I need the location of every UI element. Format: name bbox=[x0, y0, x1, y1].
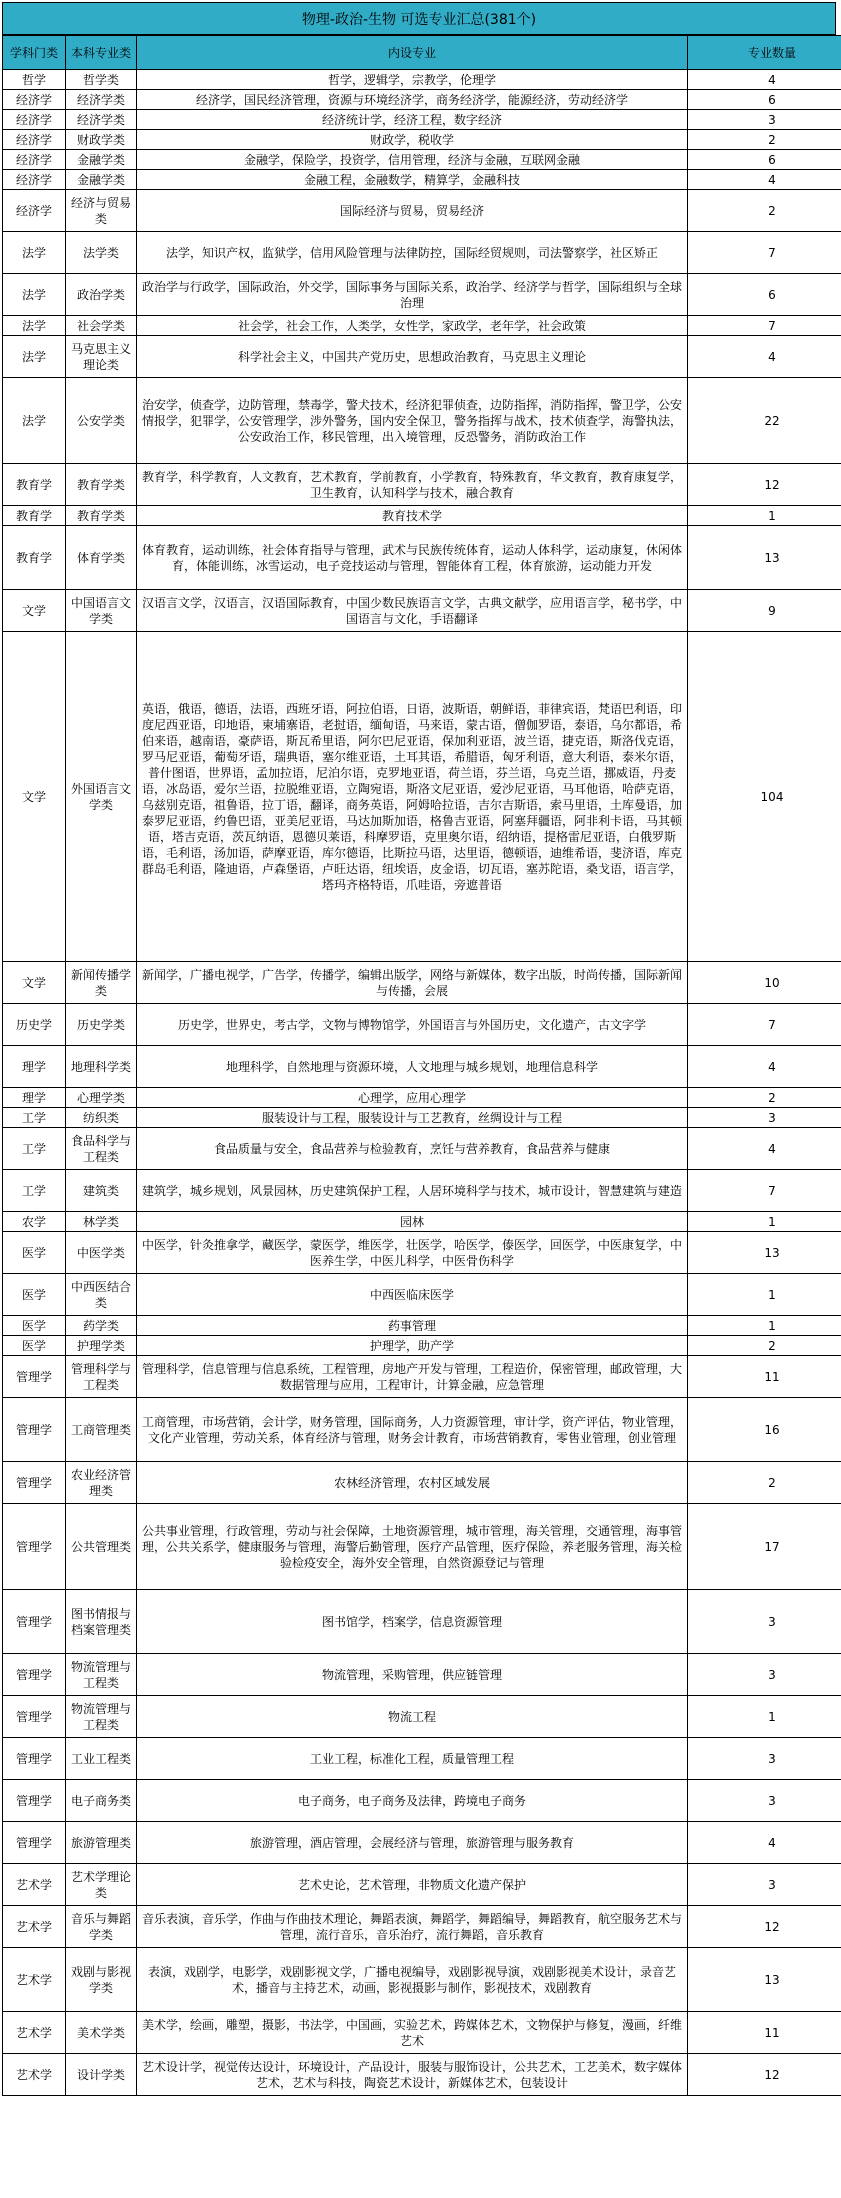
count-cell: 11 bbox=[688, 1356, 841, 1398]
category-cell: 管理学 bbox=[3, 1738, 66, 1780]
header-majors: 内设专业 bbox=[137, 36, 688, 70]
count-cell: 4 bbox=[688, 1128, 841, 1170]
class-cell: 中西医结合类 bbox=[66, 1274, 137, 1316]
majors-cell: 体育教育，运动训练，社会体育指导与管理，武术与民族传统体育，运动人体科学，运动康复，休闲体育，体能训练，冰雪运动，电子竞技运动与管理，智能体育工程，体育旅游，运动能力开发 bbox=[137, 526, 688, 590]
majors-cell: 表演，戏剧学，电影学，戏剧影视文学，广播电视编导，戏剧影视导演，戏剧影视美术设计，录音艺术，播音与主持艺术，动画，影视摄影与制作，影视技术，戏剧教育 bbox=[137, 1948, 688, 2012]
majors-cell: 中医学，针灸推拿学，藏医学，蒙医学，维医学，壮医学，哈医学，傣医学，回医学，中医康复学，中医养生学，中医儿科学，中医骨伤科学 bbox=[137, 1232, 688, 1274]
table-row bbox=[3, 1316, 841, 1336]
table-row bbox=[3, 590, 841, 632]
category-cell: 工学 bbox=[3, 1170, 66, 1212]
count-cell: 3 bbox=[688, 110, 841, 130]
majors-cell: 金融学，保险学，投资学，信用管理，经济与金融，互联网金融 bbox=[137, 150, 688, 170]
class-cell: 农业经济管理类 bbox=[66, 1462, 137, 1504]
class-cell: 哲学类 bbox=[66, 70, 137, 90]
table-row bbox=[3, 1212, 841, 1232]
majors-cell: 法学，知识产权，监狱学，信用风险管理与法律防控，国际经贸规则，司法警察学，社区矫正 bbox=[137, 232, 688, 274]
majors-cell: 英语，俄语，德语，法语，西班牙语，阿拉伯语，日语，波斯语，朝鲜语，菲律宾语，梵语巴利语，印度尼西亚语，印地语，柬埔寨语，老挝语，缅甸语，马来语，蒙古语，僧伽罗语，泰语，乌尔都语，希伯来语，越南语，豪萨语，斯瓦希里语，阿尔巴尼亚语，保加利亚语，波兰语，捷克语，斯洛伐克语，罗马尼亚语，葡萄牙语，瑞典语，塞尔维亚语，土耳其语，希腊语，匈牙利语，意大利语，泰米尔语，普什图语，世界语，孟加拉语，尼泊尔语，克罗地亚语，荷兰语，芬兰语，乌克兰语，挪威语，丹麦语，冰岛语，爱尔兰语，拉脱维亚语，立陶宛语，斯洛文尼亚语，爱沙尼亚语，马耳他语，哈萨克语，乌兹别克语，祖鲁语，拉丁语，翻译，商务英语，阿姆哈拉语，吉尔吉斯语，索马里语，土库曼语，加泰罗尼亚语，约鲁巴语，亚美尼亚语，马达加斯加语，格鲁吉亚语，阿塞拜疆语，阿非利卡语，马其顿语，塔吉克语，茨瓦纳语，恩德贝莱语，科摩罗语，克里奥尔语，绍纳语，提格雷尼亚语，白俄罗斯语，毛利语，汤加语，萨摩亚语，库尔德语，比斯拉马语，达里语，德顿语，迪维希语，斐济语，库克群岛毛利语，隆迪语，卢森堡语，卢旺达语，纽埃语，皮金语，切瓦语，塞苏陀语，桑戈语，语言学，塔玛齐格特语，爪哇语，旁遮普语 bbox=[137, 632, 688, 962]
class-cell: 物流管理与工程类 bbox=[66, 1696, 137, 1738]
category-cell: 管理学 bbox=[3, 1590, 66, 1654]
majors-cell: 地理科学，自然地理与资源环境，人文地理与城乡规划，地理信息科学 bbox=[137, 1046, 688, 1088]
count-cell: 1 bbox=[688, 1212, 841, 1232]
majors-cell: 管理科学，信息管理与信息系统，工程管理，房地产开发与管理，工程造价，保密管理，邮政管理，大数据管理与应用，工程审计，计算金融，应急管理 bbox=[137, 1356, 688, 1398]
class-cell: 经济与贸易类 bbox=[66, 190, 137, 232]
class-cell: 工商管理类 bbox=[66, 1398, 137, 1462]
majors-cell: 艺术史论，艺术管理，非物质文化遗产保护 bbox=[137, 1864, 688, 1906]
header-class: 本科专业类 bbox=[66, 36, 137, 70]
count-cell: 1 bbox=[688, 506, 841, 526]
category-cell: 教育学 bbox=[3, 526, 66, 590]
count-cell: 12 bbox=[688, 1906, 841, 1948]
table-row bbox=[3, 1274, 841, 1316]
category-cell: 管理学 bbox=[3, 1780, 66, 1822]
category-cell: 法学 bbox=[3, 336, 66, 378]
category-cell: 管理学 bbox=[3, 1398, 66, 1462]
class-cell: 经济学类 bbox=[66, 90, 137, 110]
majors-cell: 图书馆学，档案学，信息资源管理 bbox=[137, 1590, 688, 1654]
table-row bbox=[3, 1128, 841, 1170]
count-cell: 12 bbox=[688, 464, 841, 506]
table-row bbox=[3, 464, 841, 506]
category-cell: 医学 bbox=[3, 1274, 66, 1316]
majors-cell: 中西医临床医学 bbox=[137, 1274, 688, 1316]
count-cell: 11 bbox=[688, 2012, 841, 2054]
count-cell: 13 bbox=[688, 1948, 841, 2012]
majors-cell: 社会学，社会工作，人类学，女性学，家政学，老年学，社会政策 bbox=[137, 316, 688, 336]
majors-cell: 财政学，税收学 bbox=[137, 130, 688, 150]
category-cell: 医学 bbox=[3, 1232, 66, 1274]
count-cell: 6 bbox=[688, 150, 841, 170]
majors-cell: 历史学，世界史，考古学，文物与博物馆学，外国语言与外国历史，文化遗产，古文字学 bbox=[137, 1004, 688, 1046]
count-cell: 13 bbox=[688, 526, 841, 590]
class-cell: 中医学类 bbox=[66, 1232, 137, 1274]
count-cell: 1 bbox=[688, 1316, 841, 1336]
majors-cell: 科学社会主义，中国共产党历史，思想政治教育，马克思主义理论 bbox=[137, 336, 688, 378]
category-cell: 教育学 bbox=[3, 506, 66, 526]
class-cell: 教育学类 bbox=[66, 464, 137, 506]
count-cell: 10 bbox=[688, 962, 841, 1004]
table-row bbox=[3, 962, 841, 1004]
class-cell: 公安学类 bbox=[66, 378, 137, 464]
class-cell: 外国语言文学类 bbox=[66, 632, 137, 962]
majors-cell: 美术学，绘画，雕塑，摄影，书法学，中国画，实验艺术，跨媒体艺术，文物保护与修复，漫画，纤维艺术 bbox=[137, 2012, 688, 2054]
spreadsheet bbox=[2, 2, 838, 2196]
majors-cell: 哲学，逻辑学，宗教学，伦理学 bbox=[137, 70, 688, 90]
table-row bbox=[3, 2012, 841, 2054]
category-cell: 法学 bbox=[3, 378, 66, 464]
count-cell: 4 bbox=[688, 1822, 841, 1864]
majors-cell: 电子商务，电子商务及法律，跨境电子商务 bbox=[137, 1780, 688, 1822]
count-cell: 4 bbox=[688, 336, 841, 378]
class-cell: 财政学类 bbox=[66, 130, 137, 150]
count-cell: 3 bbox=[688, 1780, 841, 1822]
class-cell: 药学类 bbox=[66, 1316, 137, 1336]
category-cell: 艺术学 bbox=[3, 1948, 66, 2012]
table-row bbox=[3, 336, 841, 378]
table-row bbox=[3, 1356, 841, 1398]
count-cell: 22 bbox=[688, 378, 841, 464]
majors-cell: 教育技术学 bbox=[137, 506, 688, 526]
table-row bbox=[3, 1398, 841, 1462]
table-row bbox=[3, 1654, 841, 1696]
count-cell: 104 bbox=[688, 632, 841, 962]
class-cell: 设计学类 bbox=[66, 2054, 137, 2096]
table-row bbox=[3, 1864, 841, 1906]
table-row bbox=[3, 1948, 841, 2012]
class-cell: 金融学类 bbox=[66, 170, 137, 190]
category-cell: 文学 bbox=[3, 590, 66, 632]
category-cell: 教育学 bbox=[3, 464, 66, 506]
majors-cell: 汉语言文学，汉语言，汉语国际教育，中国少数民族语言文学，古典文献学，应用语言学，秘书学，中国语言与文化，手语翻译 bbox=[137, 590, 688, 632]
header-category: 学科门类 bbox=[3, 36, 66, 70]
count-cell: 2 bbox=[688, 190, 841, 232]
class-cell: 食品科学与工程类 bbox=[66, 1128, 137, 1170]
table-row bbox=[3, 90, 841, 110]
category-cell: 艺术学 bbox=[3, 2054, 66, 2096]
table-row bbox=[3, 2054, 841, 2096]
category-cell: 法学 bbox=[3, 274, 66, 316]
class-cell: 中国语言文学类 bbox=[66, 590, 137, 632]
table-row bbox=[3, 316, 841, 336]
majors-cell: 旅游管理，酒店管理，会展经济与管理，旅游管理与服务教育 bbox=[137, 1822, 688, 1864]
majors-cell: 国际经济与贸易，贸易经济 bbox=[137, 190, 688, 232]
majors-cell: 教育学，科学教育，人文教育，艺术教育，学前教育，小学教育，特殊教育，华文教育，教育康复学，卫生教育，认知科学与技术，融合教育 bbox=[137, 464, 688, 506]
majors-cell: 工业工程，标准化工程，质量管理工程 bbox=[137, 1738, 688, 1780]
class-cell: 公共管理类 bbox=[66, 1504, 137, 1590]
majors-cell: 建筑学，城乡规划，风景园林，历史建筑保护工程，人居环境科学与技术，城市设计，智慧建筑与建造 bbox=[137, 1170, 688, 1212]
majors-cell: 食品质量与安全，食品营养与检验教育，烹饪与营养教育，食品营养与健康 bbox=[137, 1128, 688, 1170]
table-title: 物理-政治-生物 可选专业汇总(381个) bbox=[2, 2, 836, 35]
category-cell: 管理学 bbox=[3, 1356, 66, 1398]
class-cell: 纺织类 bbox=[66, 1108, 137, 1128]
table-row bbox=[3, 110, 841, 130]
category-cell: 经济学 bbox=[3, 150, 66, 170]
table-row bbox=[3, 378, 841, 464]
count-cell: 3 bbox=[688, 1654, 841, 1696]
count-cell: 2 bbox=[688, 1088, 841, 1108]
table-row bbox=[3, 1590, 841, 1654]
category-cell: 农学 bbox=[3, 1212, 66, 1232]
category-cell: 管理学 bbox=[3, 1822, 66, 1864]
majors-cell: 金融工程，金融数学，精算学，金融科技 bbox=[137, 170, 688, 190]
table-row bbox=[3, 1232, 841, 1274]
category-cell: 医学 bbox=[3, 1316, 66, 1336]
majors-cell: 农林经济管理，农村区域发展 bbox=[137, 1462, 688, 1504]
majors-cell: 经济学，国民经济管理，资源与环境经济学，商务经济学，能源经济，劳动经济学 bbox=[137, 90, 688, 110]
table-row bbox=[3, 506, 841, 526]
class-cell: 体育学类 bbox=[66, 526, 137, 590]
count-cell: 3 bbox=[688, 1864, 841, 1906]
count-cell: 17 bbox=[688, 1504, 841, 1590]
table-row bbox=[3, 1738, 841, 1780]
table-row bbox=[3, 1696, 841, 1738]
category-cell: 文学 bbox=[3, 962, 66, 1004]
category-cell: 工学 bbox=[3, 1128, 66, 1170]
category-cell: 法学 bbox=[3, 232, 66, 274]
count-cell: 6 bbox=[688, 274, 841, 316]
count-cell: 3 bbox=[688, 1108, 841, 1128]
majors-cell: 经济统计学，经济工程，数字经济 bbox=[137, 110, 688, 130]
class-cell: 心理学类 bbox=[66, 1088, 137, 1108]
majors-cell: 药事管理 bbox=[137, 1316, 688, 1336]
table-row bbox=[3, 1004, 841, 1046]
category-cell: 法学 bbox=[3, 316, 66, 336]
table-row bbox=[3, 1780, 841, 1822]
majors-cell: 护理学，助产学 bbox=[137, 1336, 688, 1356]
category-cell: 理学 bbox=[3, 1088, 66, 1108]
majors-cell: 物流管理，采购管理，供应链管理 bbox=[137, 1654, 688, 1696]
majors-cell: 艺术设计学，视觉传达设计，环境设计，产品设计，服装与服饰设计，公共艺术，工艺美术，数字媒体艺术，艺术与科技，陶瓷艺术设计，新媒体艺术，包装设计 bbox=[137, 2054, 688, 2096]
class-cell: 历史学类 bbox=[66, 1004, 137, 1046]
class-cell: 地理科学类 bbox=[66, 1046, 137, 1088]
category-cell: 工学 bbox=[3, 1108, 66, 1128]
class-cell: 美术学类 bbox=[66, 2012, 137, 2054]
table-row bbox=[3, 632, 841, 962]
class-cell: 图书情报与档案管理类 bbox=[66, 1590, 137, 1654]
category-cell: 文学 bbox=[3, 632, 66, 962]
category-cell: 管理学 bbox=[3, 1696, 66, 1738]
category-cell: 理学 bbox=[3, 1046, 66, 1088]
category-cell: 管理学 bbox=[3, 1654, 66, 1696]
majors-cell: 工商管理，市场营销，会计学，财务管理，国际商务，人力资源管理，审计学，资产评估，物业管理，文化产业管理，劳动关系，体育经济与管理，财务会计教育，市场营销教育，零售业管理，创业管理 bbox=[137, 1398, 688, 1462]
category-cell: 艺术学 bbox=[3, 1906, 66, 1948]
table-row bbox=[3, 1088, 841, 1108]
table-row bbox=[3, 150, 841, 170]
table-body bbox=[3, 70, 841, 2096]
count-cell: 7 bbox=[688, 316, 841, 336]
class-cell: 物流管理与工程类 bbox=[66, 1654, 137, 1696]
category-cell: 医学 bbox=[3, 1336, 66, 1356]
category-cell: 经济学 bbox=[3, 130, 66, 150]
count-cell: 4 bbox=[688, 170, 841, 190]
class-cell: 戏剧与影视学类 bbox=[66, 1948, 137, 2012]
table-row bbox=[3, 70, 841, 90]
count-cell: 2 bbox=[688, 1462, 841, 1504]
table-row bbox=[3, 1170, 841, 1212]
category-cell: 经济学 bbox=[3, 90, 66, 110]
count-cell: 12 bbox=[688, 2054, 841, 2096]
category-cell: 经济学 bbox=[3, 110, 66, 130]
count-cell: 7 bbox=[688, 1170, 841, 1212]
majors-cell: 治安学，侦查学，边防管理，禁毒学，警犬技术，经济犯罪侦查，边防指挥，消防指挥，警卫学，公安情报学，犯罪学，公安管理学，涉外警务，国内安全保卫，警务指挥与战术，技术侦查学，海警执法，公安政治工作，移民管理，出入境管理，反恐警务，消防政治工作 bbox=[137, 378, 688, 464]
table-row bbox=[3, 1336, 841, 1356]
table-row bbox=[3, 190, 841, 232]
table-row bbox=[3, 232, 841, 274]
class-cell: 音乐与舞蹈学类 bbox=[66, 1906, 137, 1948]
table-row bbox=[3, 526, 841, 590]
class-cell: 工业工程类 bbox=[66, 1738, 137, 1780]
table-row bbox=[3, 1046, 841, 1088]
category-cell: 历史学 bbox=[3, 1004, 66, 1046]
count-cell: 3 bbox=[688, 1738, 841, 1780]
majors-cell: 心理学，应用心理学 bbox=[137, 1088, 688, 1108]
count-cell: 1 bbox=[688, 1274, 841, 1316]
table-row bbox=[3, 130, 841, 150]
class-cell: 林学类 bbox=[66, 1212, 137, 1232]
majors-cell: 政治学与行政学，国际政治，外交学，国际事务与国际关系，政治学、经济学与哲学，国际组织与全球治理 bbox=[137, 274, 688, 316]
category-cell: 艺术学 bbox=[3, 1864, 66, 1906]
majors-cell: 物流工程 bbox=[137, 1696, 688, 1738]
table-row bbox=[3, 1822, 841, 1864]
majors-cell: 公共事业管理，行政管理，劳动与社会保障，土地资源管理，城市管理，海关管理，交通管理，海事管理，公共关系学，健康服务与管理，海警后勤管理，医疗产品管理，医疗保险，养老服务管理，海关检验检疫安全，海外安全管理，自然资源登记与管理 bbox=[137, 1504, 688, 1590]
category-cell: 哲学 bbox=[3, 70, 66, 90]
class-cell: 金融学类 bbox=[66, 150, 137, 170]
majors-table bbox=[2, 35, 841, 2096]
table-row bbox=[3, 274, 841, 316]
class-cell: 管理科学与工程类 bbox=[66, 1356, 137, 1398]
class-cell: 护理学类 bbox=[66, 1336, 137, 1356]
class-cell: 法学类 bbox=[66, 232, 137, 274]
header-count: 专业数量 bbox=[688, 36, 841, 70]
class-cell: 马克思主义理论类 bbox=[66, 336, 137, 378]
class-cell: 新闻传播学类 bbox=[66, 962, 137, 1004]
count-cell: 4 bbox=[688, 70, 841, 90]
count-cell: 2 bbox=[688, 1336, 841, 1356]
count-cell: 1 bbox=[688, 1696, 841, 1738]
majors-cell: 音乐表演，音乐学，作曲与作曲技术理论，舞蹈表演，舞蹈学，舞蹈编导，舞蹈教育，航空服务艺术与管理，流行音乐，音乐治疗，流行舞蹈，音乐教育 bbox=[137, 1906, 688, 1948]
table-row bbox=[3, 170, 841, 190]
category-cell: 管理学 bbox=[3, 1462, 66, 1504]
table-row bbox=[3, 1108, 841, 1128]
class-cell: 建筑类 bbox=[66, 1170, 137, 1212]
class-cell: 经济学类 bbox=[66, 110, 137, 130]
count-cell: 7 bbox=[688, 1004, 841, 1046]
count-cell: 4 bbox=[688, 1046, 841, 1088]
table-row bbox=[3, 1462, 841, 1504]
count-cell: 7 bbox=[688, 232, 841, 274]
class-cell: 教育学类 bbox=[66, 506, 137, 526]
count-cell: 2 bbox=[688, 130, 841, 150]
count-cell: 9 bbox=[688, 590, 841, 632]
count-cell: 6 bbox=[688, 90, 841, 110]
count-cell: 3 bbox=[688, 1590, 841, 1654]
majors-cell: 新闻学，广播电视学，广告学，传播学，编辑出版学，网络与新媒体，数字出版，时尚传播，国际新闻与传播，会展 bbox=[137, 962, 688, 1004]
majors-cell: 服装设计与工程，服装设计与工艺教育，丝绸设计与工程 bbox=[137, 1108, 688, 1128]
header-row bbox=[3, 36, 841, 70]
category-cell: 管理学 bbox=[3, 1504, 66, 1590]
table-row bbox=[3, 1906, 841, 1948]
category-cell: 经济学 bbox=[3, 170, 66, 190]
category-cell: 艺术学 bbox=[3, 2012, 66, 2054]
count-cell: 16 bbox=[688, 1398, 841, 1462]
class-cell: 社会学类 bbox=[66, 316, 137, 336]
majors-cell: 园林 bbox=[137, 1212, 688, 1232]
category-cell: 经济学 bbox=[3, 190, 66, 232]
class-cell: 艺术学理论类 bbox=[66, 1864, 137, 1906]
count-cell: 13 bbox=[688, 1232, 841, 1274]
class-cell: 旅游管理类 bbox=[66, 1822, 137, 1864]
table-row bbox=[3, 1504, 841, 1590]
class-cell: 政治学类 bbox=[66, 274, 137, 316]
class-cell: 电子商务类 bbox=[66, 1780, 137, 1822]
